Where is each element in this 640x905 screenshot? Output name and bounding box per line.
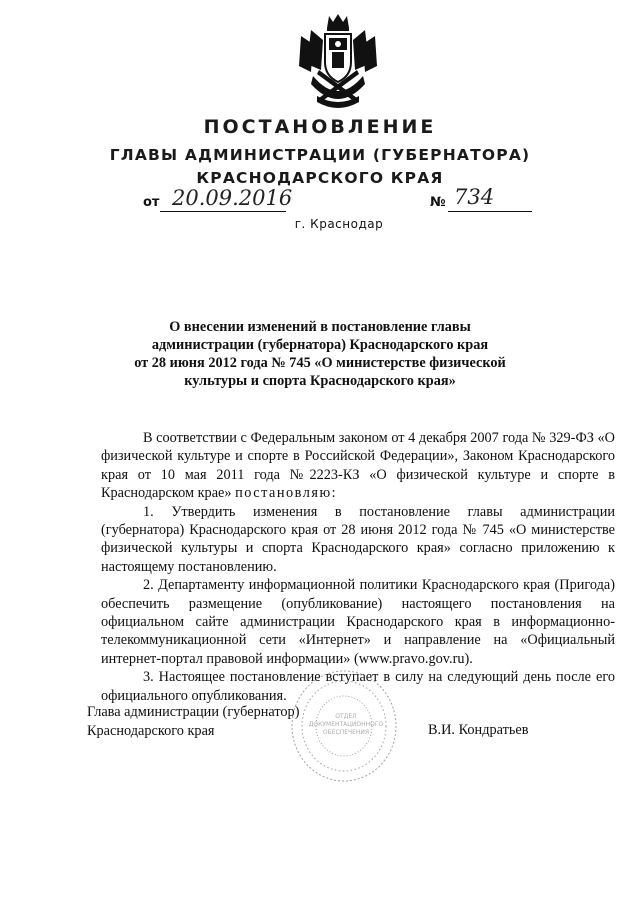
preamble-text: В соответствии с Федеральным законом от 4 декабря 2007 года № 329-ФЗ «О физической культуре и спорте в Российской Федерации», Законом Краснодарского края от 10 мая 2011 года №2223-КЗ «О физической культуре и спорте в Краснодарском крае»: [101, 430, 615, 502]
signatory-name: В.И. Кондратьев: [428, 722, 529, 738]
item-paragraph-1: 1. Утвердить изменения в постановление главы администрации (губернатора) Краснодарского края от 28 июня 2012 года № 745 «О министерстве физической культуры и спорта Краснодарского края» согласно приложению к настоящему постановлению.: [101, 503, 615, 575]
city-label: г. Краснодар: [294, 217, 384, 231]
item-paragraph-3: 3. Настоящее постановление вступает в силу на следующий день после его официального опубликования.: [101, 669, 615, 704]
title-line: О внесении изменений в постановление главы: [169, 319, 471, 335]
number-underline: [448, 211, 532, 212]
decree-word: постановляю:: [235, 485, 338, 502]
signatory-position-line2: Краснодарского края: [87, 723, 215, 739]
stamp-text-line: ОТДЕЛ: [335, 713, 357, 720]
handwritten-number: 734: [454, 185, 495, 209]
stamp-text-line: ОБЕСПЕЧЕНИЯ: [322, 729, 370, 736]
signatory-position-line1: Глава администрации (губернатор): [87, 704, 300, 720]
issuer-heading-line2: КРАСНОДАРСКОГО КРАЯ: [196, 169, 444, 187]
preamble-paragraph: [101, 429, 615, 503]
official-stamp: [288, 668, 398, 783]
date-prefix-label: от: [143, 195, 160, 210]
issuer-heading-line1: ГЛАВЫ АДМИНИСТРАЦИИ (ГУБЕРНАТОРА): [109, 146, 531, 164]
signatory-position: [87, 703, 299, 741]
document-title: [90, 318, 550, 390]
stamp-text-line: ДОКУМЕНТАЦИОННОГО: [308, 721, 384, 728]
date-underline: [160, 211, 286, 212]
document-body: [101, 429, 615, 705]
title-line: от 28 июня 2012 года № 745 «О министерстве физической: [134, 355, 506, 371]
number-prefix-label: №: [430, 195, 446, 210]
item-paragraph-2: 2. Департаменту информационной политики Краснодарского края (Пригода) обеспечить размещение (опубликование) настоящего постановления на официальном сайте администрации Краснодарского края в информационно-телекоммуникационной сети «Интернет» и направление на «Официальный интернет-портал правовой информации» (www.pravo.gov.ru).: [101, 577, 615, 667]
title-line: культуры и спорта Краснодарского края»: [184, 373, 456, 389]
document-type-heading: ПОСТАНОВЛЕНИЕ: [203, 116, 437, 138]
handwritten-date: 20.09.2016: [172, 186, 293, 210]
title-line: администрации (губернатора) Краснодарского края: [151, 337, 489, 353]
coat-of-arms-emblem: [293, 10, 383, 110]
